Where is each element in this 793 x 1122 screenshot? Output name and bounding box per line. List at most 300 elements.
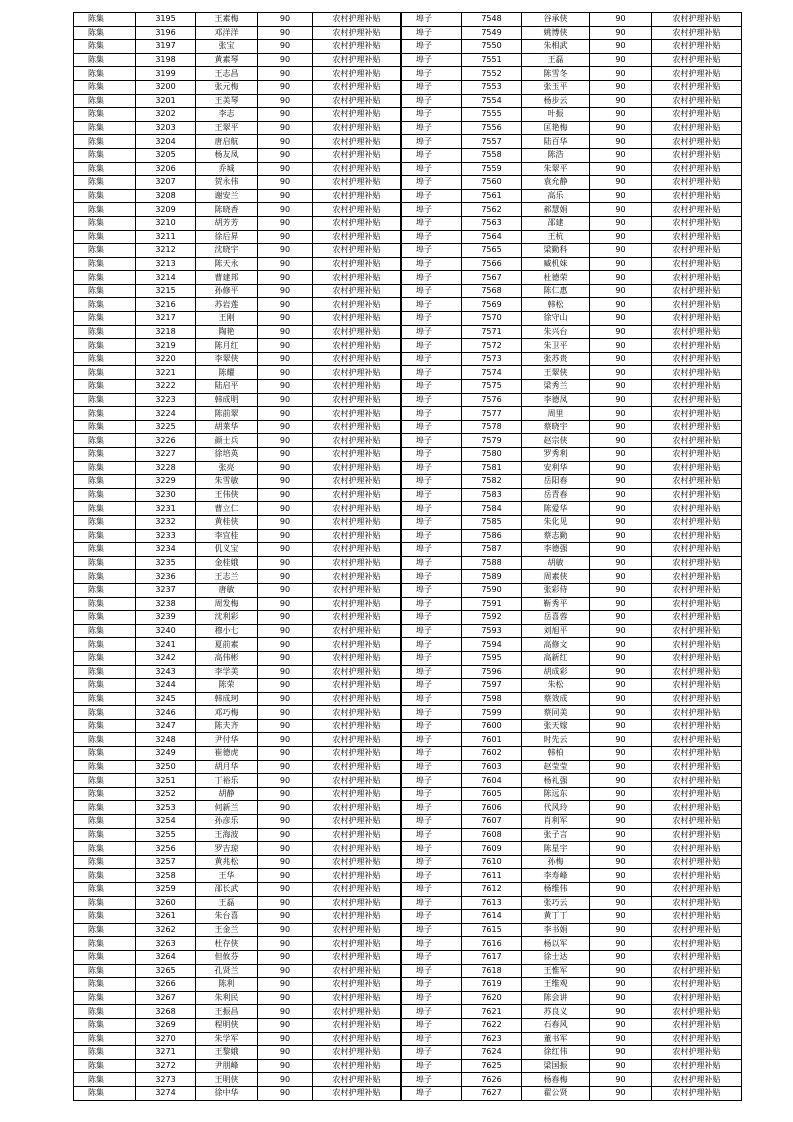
amount-cell: 90: [258, 950, 313, 964]
amount-cell: 90: [258, 910, 313, 924]
amount-cell: 90: [590, 148, 652, 162]
id-cell: 7595: [462, 651, 522, 665]
id-cell: 3211: [136, 230, 196, 244]
name-cell: 王素梅: [196, 13, 258, 27]
table-row: [74, 53, 401, 67]
name-cell: 李德凤: [522, 393, 590, 407]
name-cell: 王志兰: [196, 570, 258, 584]
subsidy-type-cell: 农村护理补贴: [313, 787, 401, 801]
amount-cell: 90: [258, 67, 313, 81]
name-cell: 曹建邦: [196, 271, 258, 285]
amount-cell: 90: [590, 1073, 652, 1087]
amount-cell: 90: [258, 692, 313, 706]
subsidy-type-cell: 农村护理补贴: [652, 230, 742, 244]
name-cell: 唐启航: [196, 135, 258, 149]
amount-cell: 90: [590, 964, 652, 978]
name-cell: 叶振: [522, 108, 590, 122]
table-row: [402, 1005, 742, 1019]
id-cell: 3239: [136, 611, 196, 625]
subsidy-type-cell: 农村护理补贴: [652, 1073, 742, 1087]
table-row: [74, 380, 401, 394]
subsidy-type-cell: 农村护理补贴: [652, 1059, 742, 1073]
id-cell: 7616: [462, 937, 522, 951]
id-cell: 3220: [136, 352, 196, 366]
name-cell: 邓洋洋: [196, 26, 258, 40]
amount-cell: 90: [590, 692, 652, 706]
table-row: [74, 1018, 401, 1032]
subsidy-type-cell: 农村护理补贴: [652, 434, 742, 448]
table-row: [402, 488, 742, 502]
place-cell: 陈集: [74, 910, 136, 924]
subsidy-type-cell: 农村护理补贴: [652, 339, 742, 353]
place-cell: 埠子: [402, 651, 462, 665]
place-cell: 埠子: [402, 692, 462, 706]
subsidy-type-cell: 农村护理补贴: [313, 325, 401, 339]
id-cell: 3273: [136, 1073, 196, 1087]
id-cell: 7619: [462, 978, 522, 992]
amount-cell: 90: [590, 325, 652, 339]
amount-cell: 90: [590, 94, 652, 108]
subsidy-type-cell: 农村护理补贴: [313, 1032, 401, 1046]
subsidy-type-cell: 农村护理补贴: [652, 1032, 742, 1046]
id-cell: 3207: [136, 176, 196, 190]
table-row: [402, 611, 742, 625]
place-cell: 埠子: [402, 991, 462, 1005]
subsidy-type-cell: 农村护理补贴: [652, 787, 742, 801]
place-cell: 埠子: [402, 583, 462, 597]
id-cell: 3270: [136, 1032, 196, 1046]
id-cell: 7587: [462, 543, 522, 557]
name-cell: 李书娟: [522, 923, 590, 937]
table-row: [74, 162, 401, 176]
name-cell: 赵莹莹: [522, 760, 590, 774]
subsidy-type-cell: 农村护理补贴: [313, 801, 401, 815]
place-cell: 陈集: [74, 407, 136, 421]
table-row: [402, 1086, 742, 1100]
subsidy-type-cell: 农村护理补贴: [652, 189, 742, 203]
subsidy-type-cell: 农村护理补贴: [313, 747, 401, 761]
id-cell: 3196: [136, 26, 196, 40]
id-cell: 7559: [462, 162, 522, 176]
subsidy-type-cell: 农村护理补贴: [652, 910, 742, 924]
id-cell: 7592: [462, 611, 522, 625]
table-row: [402, 13, 742, 27]
subsidy-type-cell: 农村护理补贴: [313, 67, 401, 81]
table-row: [74, 366, 401, 380]
amount-cell: 90: [258, 638, 313, 652]
subsidy-type-cell: 农村护理补贴: [313, 502, 401, 516]
table-row: [402, 40, 742, 54]
place-cell: 陈集: [74, 651, 136, 665]
table-row: [74, 148, 401, 162]
amount-cell: 90: [590, 488, 652, 502]
place-cell: 埠子: [402, 325, 462, 339]
amount-cell: 90: [258, 26, 313, 40]
amount-cell: 90: [590, 1032, 652, 1046]
subsidy-type-cell: 农村护理补贴: [652, 828, 742, 842]
amount-cell: 90: [590, 583, 652, 597]
subsidy-type-cell: 农村护理补贴: [313, 828, 401, 842]
subsidy-type-cell: 农村护理补贴: [313, 665, 401, 679]
place-cell: 陈集: [74, 679, 136, 693]
amount-cell: 90: [590, 842, 652, 856]
amount-cell: 90: [590, 230, 652, 244]
name-cell: 王黎娥: [196, 1046, 258, 1060]
id-cell: 3203: [136, 121, 196, 135]
subsidy-type-cell: 农村护理补贴: [313, 176, 401, 190]
place-cell: 陈集: [74, 284, 136, 298]
subsidy-type-cell: 农村护理补贴: [313, 515, 401, 529]
amount-cell: 90: [258, 176, 313, 190]
table-row: [402, 760, 742, 774]
id-cell: 7556: [462, 121, 522, 135]
table-row: [402, 67, 742, 81]
place-cell: 埠子: [402, 543, 462, 557]
subsidy-type-cell: 农村护理补贴: [652, 651, 742, 665]
subsidy-type-cell: 农村护理补贴: [313, 271, 401, 285]
table-row: [74, 624, 401, 638]
place-cell: 陈集: [74, 257, 136, 271]
amount-cell: 90: [590, 121, 652, 135]
name-cell: 陈荣: [196, 679, 258, 693]
amount-cell: 90: [258, 624, 313, 638]
amount-cell: 90: [258, 679, 313, 693]
place-cell: 陈集: [74, 393, 136, 407]
name-cell: 蔡效成: [522, 692, 590, 706]
name-cell: 张玉平: [522, 80, 590, 94]
id-cell: 7575: [462, 380, 522, 394]
table-row: [74, 869, 401, 883]
subsidy-type-cell: 农村护理补贴: [652, 407, 742, 421]
id-cell: 3269: [136, 1018, 196, 1032]
subsidy-type-cell: 农村护理补贴: [313, 461, 401, 475]
name-cell: 王金兰: [196, 923, 258, 937]
place-cell: 埠子: [402, 67, 462, 81]
place-cell: 埠子: [402, 216, 462, 230]
id-cell: 3252: [136, 787, 196, 801]
place-cell: 陈集: [74, 1086, 136, 1100]
table-row: [402, 855, 742, 869]
table-row: [74, 570, 401, 584]
id-cell: 7580: [462, 448, 522, 462]
name-cell: 孙修平: [196, 284, 258, 298]
table-row: [74, 760, 401, 774]
amount-cell: 90: [590, 543, 652, 557]
table-row: [402, 883, 742, 897]
place-cell: 陈集: [74, 1046, 136, 1060]
table-row: [74, 40, 401, 54]
amount-cell: 90: [258, 325, 313, 339]
subsidy-type-cell: 农村护理补贴: [652, 162, 742, 176]
subsidy-type-cell: 农村护理补贴: [652, 108, 742, 122]
id-cell: 7566: [462, 257, 522, 271]
name-cell: 陆启平: [196, 380, 258, 394]
id-cell: 3204: [136, 135, 196, 149]
table-row: [74, 108, 401, 122]
amount-cell: 90: [258, 869, 313, 883]
amount-cell: 90: [590, 651, 652, 665]
amount-cell: 90: [258, 883, 313, 897]
place-cell: 埠子: [402, 624, 462, 638]
place-cell: 陈集: [74, 162, 136, 176]
id-cell: 7577: [462, 407, 522, 421]
id-cell: 7599: [462, 706, 522, 720]
place-cell: 埠子: [402, 298, 462, 312]
subsidy-type-cell: 农村护理补贴: [313, 896, 401, 910]
amount-cell: 90: [258, 583, 313, 597]
table-row: [402, 352, 742, 366]
id-cell: 7604: [462, 774, 522, 788]
table-row: [402, 135, 742, 149]
place-cell: 埠子: [402, 869, 462, 883]
id-cell: 3202: [136, 108, 196, 122]
subsidy-type-cell: 农村护理补贴: [313, 679, 401, 693]
table-row: [74, 883, 401, 897]
amount-cell: 90: [258, 40, 313, 54]
table-row: [74, 488, 401, 502]
subsidy-type-cell: 农村护理补贴: [313, 733, 401, 747]
table-row: [402, 325, 742, 339]
table-row: [402, 774, 742, 788]
place-cell: 陈集: [74, 40, 136, 54]
id-cell: 3234: [136, 543, 196, 557]
place-cell: 陈集: [74, 67, 136, 81]
name-cell: 袁允静: [522, 176, 590, 190]
place-cell: 埠子: [402, 502, 462, 516]
subsidy-type-cell: 农村护理补贴: [313, 978, 401, 992]
place-cell: 埠子: [402, 801, 462, 815]
name-cell: 张苏贵: [522, 352, 590, 366]
name-cell: 王惟军: [522, 964, 590, 978]
subsidy-type-cell: 农村护理补贴: [652, 950, 742, 964]
table-row: [74, 121, 401, 135]
place-cell: 埠子: [402, 910, 462, 924]
subsidy-type-cell: 农村护理补贴: [652, 515, 742, 529]
name-cell: 颜士兵: [196, 434, 258, 448]
name-cell: 杜德荣: [522, 271, 590, 285]
subsidy-type-cell: 农村护理补贴: [313, 13, 401, 27]
amount-cell: 90: [590, 597, 652, 611]
subsidy-type-cell: 农村护理补贴: [313, 189, 401, 203]
id-cell: 7589: [462, 570, 522, 584]
table-row: [74, 1059, 401, 1073]
amount-cell: 90: [590, 312, 652, 326]
amount-cell: 90: [258, 488, 313, 502]
place-cell: 陈集: [74, 611, 136, 625]
name-cell: 徐守山: [522, 312, 590, 326]
name-cell: 胡芳芳: [196, 216, 258, 230]
amount-cell: 90: [258, 529, 313, 543]
amount-cell: 90: [258, 244, 313, 258]
place-cell: 陈集: [74, 570, 136, 584]
id-cell: 7612: [462, 883, 522, 897]
amount-cell: 90: [590, 162, 652, 176]
place-cell: 埠子: [402, 760, 462, 774]
table-row: [74, 298, 401, 312]
place-cell: 埠子: [402, 271, 462, 285]
place-cell: 陈集: [74, 991, 136, 1005]
place-cell: 陈集: [74, 583, 136, 597]
id-cell: 7610: [462, 855, 522, 869]
place-cell: 陈集: [74, 298, 136, 312]
subsidy-type-cell: 农村护理补贴: [652, 991, 742, 1005]
amount-cell: 90: [258, 597, 313, 611]
amount-cell: 90: [258, 407, 313, 421]
table-row: [74, 325, 401, 339]
amount-cell: 90: [258, 380, 313, 394]
place-cell: 埠子: [402, 556, 462, 570]
name-cell: 朱学军: [196, 1032, 258, 1046]
id-cell: 7594: [462, 638, 522, 652]
id-cell: 7549: [462, 26, 522, 40]
table-row: [74, 434, 401, 448]
place-cell: 埠子: [402, 380, 462, 394]
place-cell: 陈集: [74, 747, 136, 761]
place-cell: 陈集: [74, 26, 136, 40]
table-row: [74, 189, 401, 203]
place-cell: 埠子: [402, 896, 462, 910]
amount-cell: 90: [258, 434, 313, 448]
id-cell: 7626: [462, 1073, 522, 1087]
name-cell: 陈耀: [196, 366, 258, 380]
table-row: [402, 991, 742, 1005]
name-cell: 王振昌: [196, 1005, 258, 1019]
amount-cell: 90: [590, 869, 652, 883]
id-cell: 3225: [136, 420, 196, 434]
place-cell: 陈集: [74, 706, 136, 720]
table-row: [74, 910, 401, 924]
amount-cell: 90: [258, 896, 313, 910]
subsidy-type-cell: 农村护理补贴: [313, 760, 401, 774]
subsidy-type-cell: 农村护理补贴: [652, 964, 742, 978]
place-cell: 陈集: [74, 271, 136, 285]
table-row: [74, 420, 401, 434]
place-cell: 陈集: [74, 189, 136, 203]
subsidy-type-cell: 农村护理补贴: [313, 855, 401, 869]
table-row: [402, 583, 742, 597]
subsidy-type-cell: 农村护理补贴: [313, 883, 401, 897]
id-cell: 3257: [136, 855, 196, 869]
id-cell: 3217: [136, 312, 196, 326]
name-cell: 梁国振: [522, 1059, 590, 1073]
table-row: [402, 556, 742, 570]
name-cell: 王翠侠: [522, 366, 590, 380]
table-row: [402, 339, 742, 353]
amount-cell: 90: [258, 284, 313, 298]
subsidy-type-cell: 农村护理补贴: [652, 815, 742, 829]
name-cell: 蔡志勤: [522, 529, 590, 543]
id-cell: 7593: [462, 624, 522, 638]
id-cell: 3263: [136, 937, 196, 951]
id-cell: 3218: [136, 325, 196, 339]
place-cell: 埠子: [402, 488, 462, 502]
table-row: [74, 597, 401, 611]
place-cell: 陈集: [74, 366, 136, 380]
place-cell: 陈集: [74, 339, 136, 353]
place-cell: 陈集: [74, 665, 136, 679]
id-cell: 7548: [462, 13, 522, 27]
id-cell: 7615: [462, 923, 522, 937]
subsidy-table-right-body: [402, 13, 742, 1101]
name-cell: 罗吉琼: [196, 842, 258, 856]
amount-cell: 90: [590, 176, 652, 190]
subsidy-type-cell: 农村护理补贴: [313, 937, 401, 951]
place-cell: 埠子: [402, 787, 462, 801]
subsidy-type-cell: 农村护理补贴: [313, 869, 401, 883]
place-cell: 陈集: [74, 488, 136, 502]
id-cell: 3268: [136, 1005, 196, 1019]
subsidy-type-cell: 农村护理补贴: [652, 1018, 742, 1032]
amount-cell: 90: [590, 26, 652, 40]
subsidy-type-cell: 农村护理补贴: [313, 1073, 401, 1087]
table-row: [74, 747, 401, 761]
place-cell: 陈集: [74, 964, 136, 978]
place-cell: 埠子: [402, 407, 462, 421]
name-cell: 仉义宝: [196, 543, 258, 557]
amount-cell: 90: [258, 121, 313, 135]
name-cell: 杨春梅: [522, 1073, 590, 1087]
name-cell: 石春风: [522, 1018, 590, 1032]
name-cell: 穆小七: [196, 624, 258, 638]
place-cell: 陈集: [74, 434, 136, 448]
name-cell: 岳青春: [522, 488, 590, 502]
table-row: [74, 475, 401, 489]
subsidy-type-cell: 农村护理补贴: [313, 583, 401, 597]
subsidy-type-cell: 农村护理补贴: [652, 352, 742, 366]
table-row: [74, 284, 401, 298]
place-cell: 埠子: [402, 339, 462, 353]
id-cell: 7550: [462, 40, 522, 54]
amount-cell: 90: [258, 80, 313, 94]
place-cell: 埠子: [402, 1059, 462, 1073]
table-row: [402, 176, 742, 190]
table-row: [74, 339, 401, 353]
table-row: [74, 583, 401, 597]
amount-cell: 90: [590, 284, 652, 298]
subsidy-type-cell: 农村护理补贴: [313, 148, 401, 162]
amount-cell: 90: [590, 556, 652, 570]
table-row: [74, 950, 401, 964]
amount-cell: 90: [590, 923, 652, 937]
amount-cell: 90: [590, 978, 652, 992]
name-cell: 肖利军: [522, 815, 590, 829]
subsidy-type-cell: 农村护理补贴: [652, 176, 742, 190]
amount-cell: 90: [590, 13, 652, 27]
id-cell: 3248: [136, 733, 196, 747]
subsidy-type-cell: 农村护理补贴: [313, 244, 401, 258]
amount-cell: 90: [258, 339, 313, 353]
name-cell: 谢安兰: [196, 189, 258, 203]
place-cell: 埠子: [402, 529, 462, 543]
subsidy-type-cell: 农村护理补贴: [652, 203, 742, 217]
name-cell: 王海波: [196, 828, 258, 842]
name-cell: 王翠平: [196, 121, 258, 135]
place-cell: 埠子: [402, 950, 462, 964]
subsidy-type-cell: 农村护理补贴: [313, 53, 401, 67]
subsidy-type-cell: 农村护理补贴: [652, 312, 742, 326]
amount-cell: 90: [258, 502, 313, 516]
id-cell: 3253: [136, 801, 196, 815]
amount-cell: 90: [258, 257, 313, 271]
place-cell: 陈集: [74, 148, 136, 162]
subsidy-type-cell: 农村护理补贴: [313, 203, 401, 217]
name-cell: 靳秀平: [522, 597, 590, 611]
subsidy-type-cell: 农村护理补贴: [652, 298, 742, 312]
table-row: [402, 26, 742, 40]
place-cell: 埠子: [402, 570, 462, 584]
id-cell: 7564: [462, 230, 522, 244]
id-cell: 3201: [136, 94, 196, 108]
